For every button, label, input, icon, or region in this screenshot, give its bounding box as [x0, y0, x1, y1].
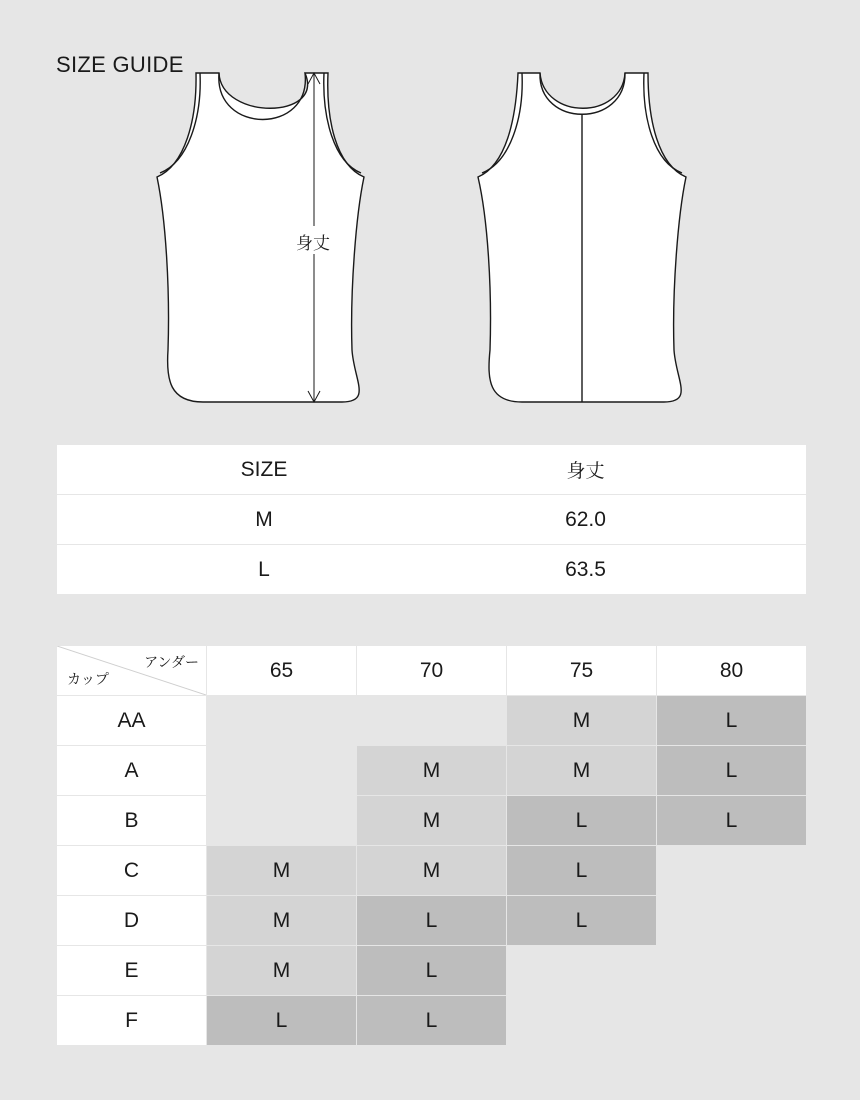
- size-cell: L: [258, 557, 270, 581]
- size-cell: M: [357, 846, 506, 895]
- cup-header: B: [57, 796, 206, 845]
- header-length: 身丈: [566, 460, 605, 482]
- under-header: 75: [507, 646, 656, 695]
- under-header: 70: [357, 646, 506, 695]
- size-cell: [207, 796, 356, 845]
- cup-header: A: [57, 746, 206, 795]
- length-measure-label: 身丈: [296, 234, 330, 254]
- table-row: [57, 996, 806, 1045]
- size-cell: L: [357, 996, 506, 1045]
- cup-label: カップ: [67, 672, 109, 688]
- size-table: [57, 445, 806, 595]
- under-label: アンダー: [144, 655, 199, 671]
- table-row: [57, 545, 806, 594]
- size-cell: L: [657, 746, 806, 795]
- table-row: [57, 746, 806, 795]
- size-cell: M: [207, 946, 356, 995]
- size-cell: [657, 996, 806, 1045]
- size-cell: M: [255, 507, 273, 531]
- size-cell: M: [507, 696, 656, 745]
- size-table-header: [57, 445, 806, 494]
- table-row: [57, 846, 806, 895]
- size-cell: L: [207, 996, 356, 1045]
- size-cell: L: [507, 846, 656, 895]
- size-cell: L: [357, 946, 506, 995]
- size-cell: [657, 896, 806, 945]
- size-cell: [657, 846, 806, 895]
- size-cell: [207, 746, 356, 795]
- length-cell: 62.0: [565, 507, 606, 531]
- size-cell: L: [357, 896, 506, 945]
- size-cell: M: [207, 846, 356, 895]
- size-cell: M: [357, 746, 506, 795]
- size-cell: [657, 946, 806, 995]
- size-cell: [357, 696, 506, 745]
- tank-top-back-icon: [478, 73, 686, 402]
- size-cell: M: [507, 746, 656, 795]
- size-cell: [507, 946, 656, 995]
- table-row: [57, 495, 806, 544]
- table-row: [57, 696, 806, 745]
- size-cell: L: [507, 896, 656, 945]
- cup-header: D: [57, 896, 206, 945]
- cup-header: AA: [57, 696, 206, 745]
- cup-header: C: [57, 846, 206, 895]
- table-row: [57, 796, 806, 845]
- cup-header: E: [57, 946, 206, 995]
- size-cell: L: [657, 796, 806, 845]
- size-cell: L: [507, 796, 656, 845]
- tank-top-front-icon: [157, 73, 364, 402]
- size-cell: [207, 696, 356, 745]
- table-row: [57, 896, 806, 945]
- under-header: 65: [207, 646, 356, 695]
- header-size: SIZE: [240, 457, 288, 481]
- cup-header: F: [57, 996, 206, 1045]
- table-row: [57, 946, 806, 995]
- size-cell: [507, 996, 656, 1045]
- garment-illustration: [0, 0, 860, 440]
- size-cell: M: [357, 796, 506, 845]
- size-cell: L: [657, 696, 806, 745]
- corner-cell: [57, 646, 206, 695]
- size-cell: M: [207, 896, 356, 945]
- page-title: SIZE GUIDE: [56, 52, 184, 77]
- bra-chart-header: [57, 646, 806, 695]
- bra-size-chart: [57, 646, 806, 1046]
- length-cell: 63.5: [565, 557, 606, 581]
- under-header: 80: [657, 646, 806, 695]
